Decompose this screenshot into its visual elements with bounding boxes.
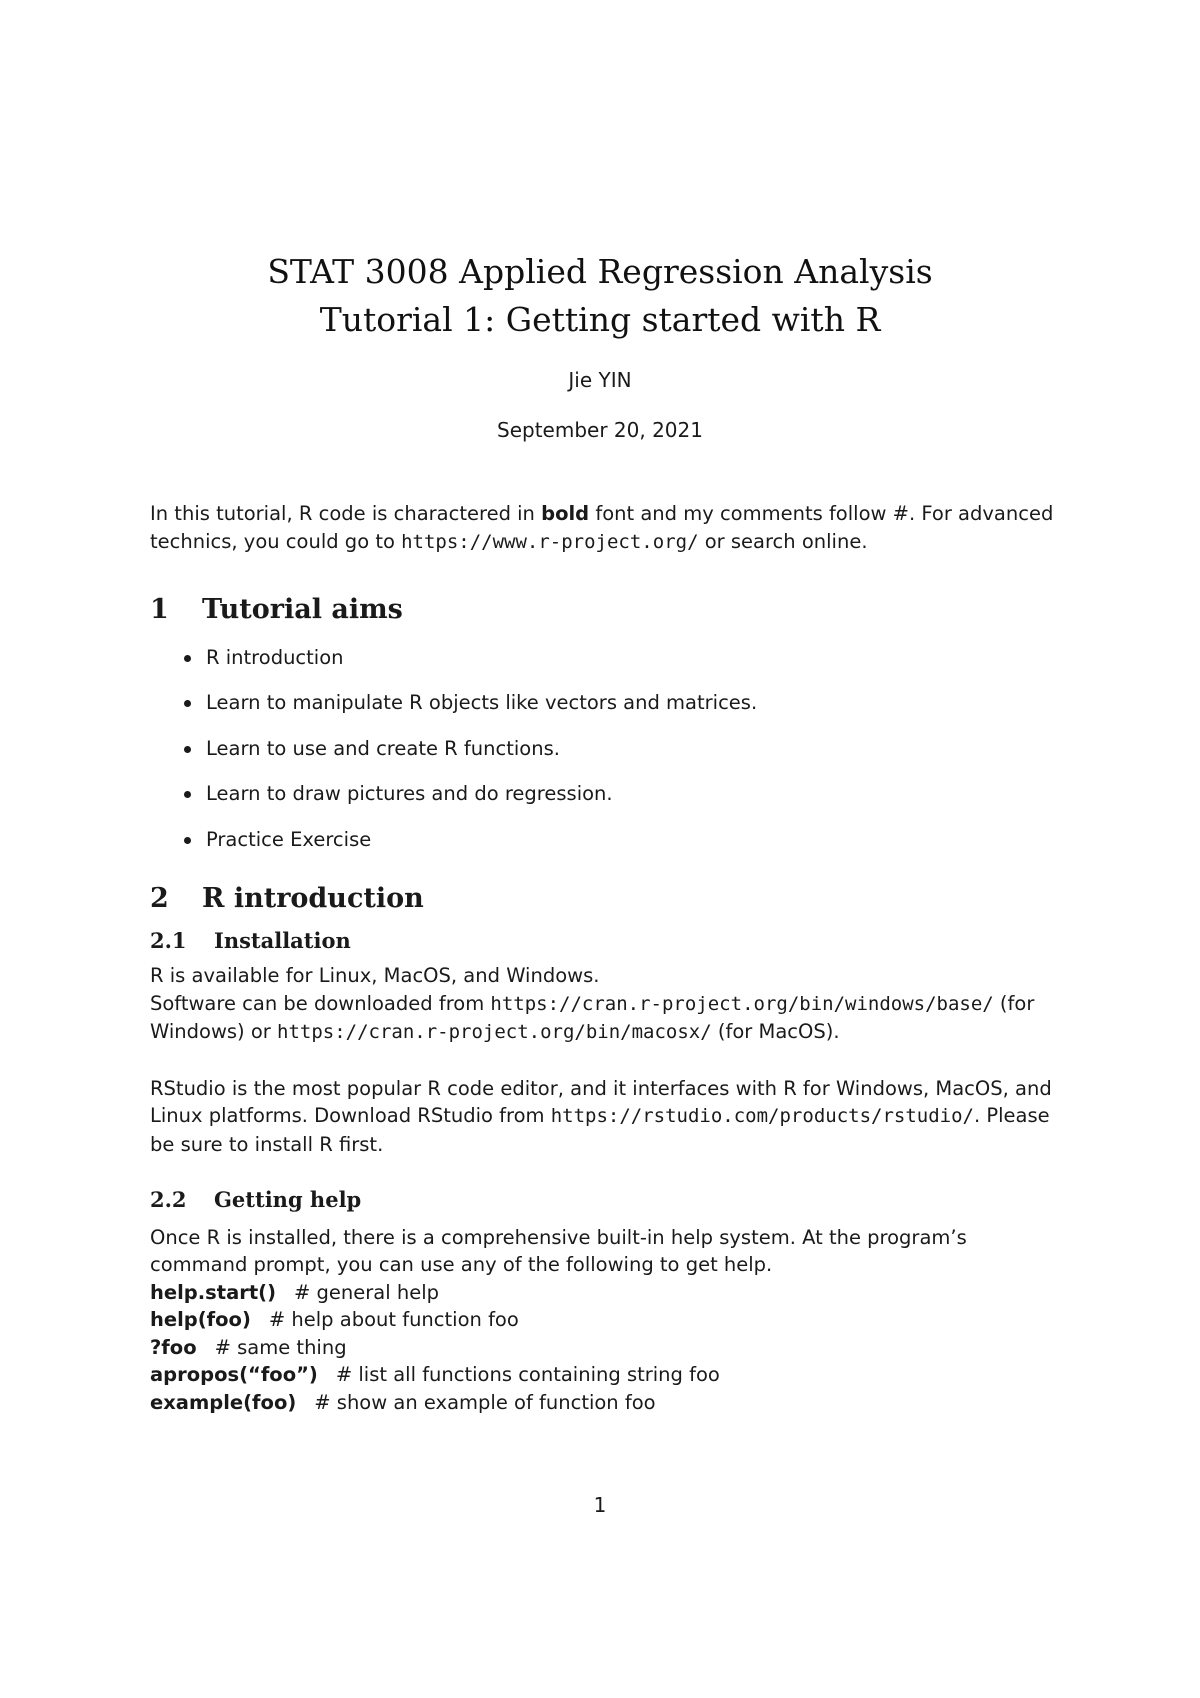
subsection-2-2-title: Getting help: [214, 1187, 362, 1212]
list-item: [150, 644, 1060, 690]
bullet-icon: [184, 791, 191, 798]
code-comment: # general help: [294, 1280, 440, 1304]
section-2-heading: [150, 885, 1060, 913]
list-item-text: Learn to draw pictures and do regression.: [206, 782, 613, 805]
code-command: ?foo: [150, 1335, 197, 1359]
rstudio-link[interactable]: https://rstudio.com/products/rstudio/: [550, 1105, 974, 1127]
code-command: example(foo): [150, 1390, 297, 1414]
rstudio-text: . Please be sure to install R first.: [150, 1104, 1050, 1156]
list-item-text: Learn to use and create R functions.: [206, 736, 560, 760]
bullet-icon: [184, 837, 191, 844]
page-number: 1: [593, 1493, 607, 1517]
list-item: [150, 735, 1060, 781]
date: September 20, 2021: [497, 418, 703, 442]
installation-paragraph-1: [150, 962, 1060, 1047]
subsection-2-1-title: Installation: [214, 927, 351, 953]
code-comment: # same thing: [214, 1335, 347, 1359]
installation-line-1: R is available for Linux, MacOS, and Windows.: [150, 964, 600, 987]
code-line: [150, 1389, 1060, 1417]
code-command: help.start(): [150, 1280, 277, 1304]
section-1-title: Tutorial aims: [202, 594, 403, 625]
installation-text: (for Windows) or: [150, 991, 1035, 1043]
r-project-link[interactable]: https://www.r-project.org/: [401, 530, 699, 553]
installation-text: (for MacOS).: [711, 1020, 840, 1043]
list-item: [150, 689, 1060, 735]
list-item: [150, 780, 1060, 826]
help-code-block: [150, 1279, 1060, 1417]
installation-paragraph-2: [150, 1075, 1060, 1159]
intro-paragraph: [150, 500, 1060, 556]
bullet-icon: [184, 746, 191, 753]
code-line: [150, 1306, 1060, 1334]
rstudio-text: RStudio is the most popular R code editor, and it interfaces with R for Windows, MacOS, and Linux platforms. Download RStudio from: [150, 1076, 1052, 1127]
section-2-title: R introduction: [202, 883, 424, 914]
author: Jie YIN: [568, 368, 632, 392]
code-comment: # list all functions containing string foo: [335, 1363, 720, 1386]
bullet-icon: [184, 655, 191, 662]
intro-bold-word: bold: [541, 502, 590, 525]
code-line: [150, 1361, 1060, 1389]
subsection-2-2-number: 2.2: [150, 1187, 187, 1212]
code-line: [150, 1334, 1060, 1362]
list-item-text: Learn to manipulate R objects like vectors and matrices.: [206, 691, 758, 714]
code-command: apropos(“foo”): [150, 1363, 318, 1386]
title-line-1: STAT 3008 Applied Regression Analysis: [267, 252, 933, 291]
code-line: [150, 1279, 1060, 1307]
list-item: [150, 826, 1060, 872]
cran-windows-link[interactable]: https://cran.r-project.org/bin/windows/base/: [490, 992, 994, 1015]
section-1-number: 1: [150, 594, 169, 625]
list-item-text: R introduction: [206, 645, 344, 669]
cran-macos-link[interactable]: https://cran.r-project.org/bin/macosx/: [277, 1021, 712, 1043]
subsection-2-2-heading: [150, 1186, 1060, 1214]
intro-text-2: font and my comments follow #. For advanced technics, you could go to: [150, 502, 1054, 553]
installation-text: Software can be downloaded from: [150, 991, 491, 1015]
intro-text-1: In this tutorial, R code is charactered in: [150, 502, 542, 525]
title-line-2: Tutorial 1: Getting started with R: [319, 300, 881, 339]
bullet-icon: [184, 700, 191, 707]
subsection-2-1-heading: [150, 927, 1060, 955]
list-item-text: Practice Exercise: [206, 827, 372, 851]
intro-text-3: or search online.: [698, 529, 868, 553]
code-comment: # show an example of function foo: [314, 1390, 656, 1414]
code-command: help(foo): [150, 1308, 251, 1331]
code-comment: # help about function foo: [268, 1308, 519, 1331]
section-1-heading: [150, 596, 1060, 624]
section-2-number: 2: [150, 883, 169, 914]
tutorial-aims-list: [150, 644, 1060, 872]
help-paragraph: Once R is installed, there is a comprehensive built-in help system. At the program’s command prompt, you can use any of the following to get help.: [150, 1225, 967, 1276]
subsection-2-1-number: 2.1: [150, 927, 187, 953]
document-title: [0, 248, 1200, 344]
document-body: [150, 500, 1060, 1416]
